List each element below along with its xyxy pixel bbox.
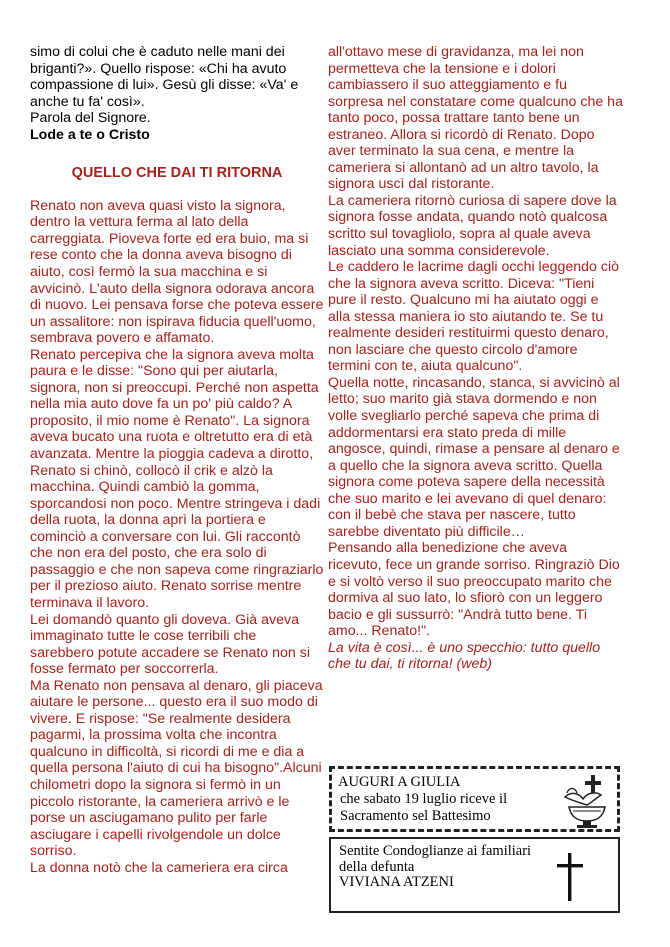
story-paragraph: all'ottavo mese di gravidanza, ma lei non permetteva che la tensione e i dolori cambiassero il suo atteggiamento e fu sorpresa nel constatare come qualcuno che ha tanto poco, possa trattare tanto bene un estraneo. Allora si ricordò di Renato. Dopo aver terminato la sua cena, e mentre la cameriera si allontanò ad un altro tavolo, la signora uscì dal ristorante. [328,44,623,193]
condolence-line: Sentite Condoglianze ai familiari [339,843,532,859]
story-paragraph: La cameriera ritornò curiosa di sapere dove la signora fosse andata, quando notò qualcosa scritto sul tovagliolo, sopra al quale aveva lasciato una somma considerevole. [328,192,617,259]
story-closing: La vita è così... è uno specchio: tutto quello che tu dai, ti ritorna! (web) [328,639,601,673]
story-paragraph: Lei domandò quanto gli doveva. Già aveva immaginato tutte le cose terribili che sarebbero potute accadere se Renato non si fosse fermato per soccorrerla. [30,611,310,678]
greeting-title: AUGURI A GIULIA [338,774,461,790]
greeting-line: Sacramento sel Battesimo [340,808,491,824]
word-of-the-lord: Parola del Signore. [30,110,151,127]
dove-cross-chalice-icon [561,773,613,831]
baptism-greeting-box [329,766,620,832]
story-paragraph: Le caddero le lacrime dagli occhi leggendo ciò che la signora aveva scritto. Diceva: "Tieni pure il resto. Qualcuno mi ha aiutato oggi e alla stessa maniera io sto aiutando te. Se tu realmente desideri restituirmi questo denaro, non lasciare che questo circolo d'amore termini con te, aiuta qualcuno". [328,259,620,375]
greeting-line: che sabato 19 luglio riceve il [340,791,508,807]
condolence-box [329,837,620,913]
story-title: QUELLO CHE DAI TI RITORNA [71,165,283,182]
cross-icon [555,853,585,901]
story-paragraph: Quella notte, rincasando, stanca, si avvicinò al letto; suo marito già stava dormendo e non volle svegliarlo perché sapeva che prima di addormentarsi era stato preda di mille angosce, quindi, rimase a pensare al denaro e a quello che la signora aveva scritto. Quella signora come poteva sapere della necessità che suo marito e lei avevano di quel denaro: con il bebè che stava per nascere, tutto sarebbe diventato più difficile… [328,374,620,540]
story-paragraph: Renato non aveva quasi visto la signora, dentro la vettura ferma al lato della carreggiata. Pioveva forte ed era buio, ma si rese conto che la donna aveva bisogno di aiuto, così fermò la sua macchina e si avvicinò. L'auto della signora odorava ancora di nuovo. Lei pensava forse che poteva essere un assalitore: non ispirava fiducia quell'uomo, sembrava povero e affamato. [30,197,324,347]
story-paragraph: Renato percepiva che la signora aveva molta paura e le disse: "Sono qui per aiutarla, signora, non si preoccupi. Perché non aspetta nella mia auto dove fa un po' più caldo? A proposito, il mio nome è Renato". La signora aveva bucato una ruota e oltretutto era di età avanzata. Mentre la pioggia cadeva a dirotto, Renato si chinò, collocò il crik e alzò la macchina. Quindi cambiò la gomma, sporcandosi non poco. Mentre stringeva i dadi della ruota, la donna aprì la portiera e cominciò a conversare con lui. Gli raccontò che non era del posto, che era solo di passaggio e che non sapeva come ringraziarlo per il prezioso aiuto. Renato sorrise mentre terminava il lavoro. [30,346,324,611]
story-paragraph: La donna notò che la cameriera era circa [30,859,288,876]
condolence-line: della defunta [339,858,415,875]
right-column [328,44,624,673]
deceased-name: VIVIANA ATZENI [339,874,454,890]
gospel-excerpt: simo di colui che è caduto nelle mani dei briganti?». Quello rispose: «Chi ha avuto compassione di lui». Gesù gli disse: «Va' e anche tu fa' così». [30,44,299,110]
left-column [30,44,324,876]
praise-line: Lode a te o Cristo [30,126,150,143]
story-paragraph: Pensando alla benedizione che aveva ricevuto, fece un grande sorriso. Ringraziò Dio e si voltò verso il suo preoccupato marito che dormiva al suo lato, lo sfiorò con un leggero bacio e gli sussurrò: "Andrà tutto bene. Ti amo... Renato!". [328,540,620,640]
story-paragraph: Ma Renato non pensava al denaro, gli piaceva aiutare le persone... questo era il suo modo di vivere. E rispose: "Se realmente desidera pagarmi, la prossima volta che incontra qualcuno in difficoltà, si ricordi di me e dia a quella persona l'aiuto di cui ha bisogno".Alcuni chilometri dopo la signora si fermò in un piccolo ristorante, la cameriera arrivò e le porse un asciugamano pulito per farle asciugare i capelli rivolgendole un dolce sorriso. [30,677,323,860]
